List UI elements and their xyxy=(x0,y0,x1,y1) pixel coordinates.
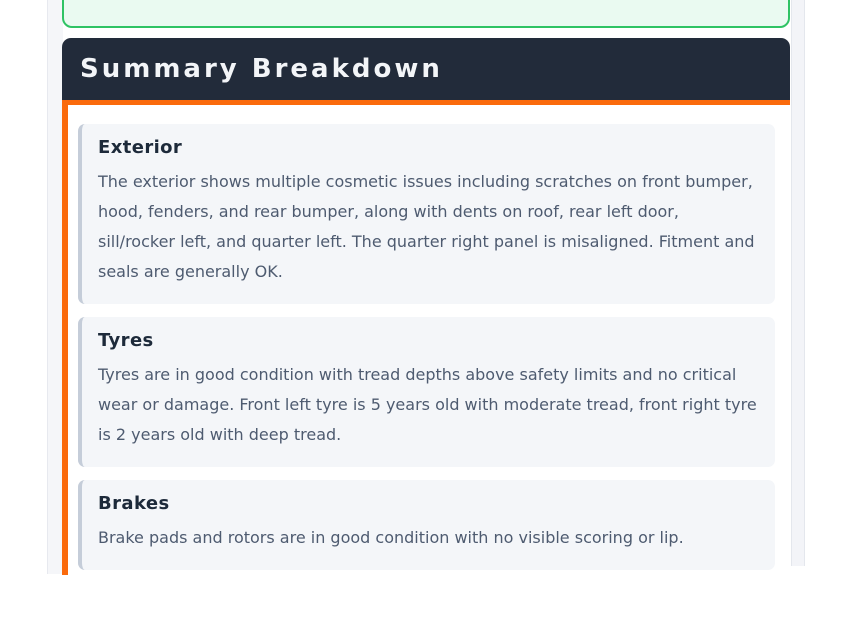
page-edge-left xyxy=(47,0,63,574)
summary-header xyxy=(62,38,790,100)
summary-card-exterior xyxy=(78,124,775,304)
scrollbar[interactable] xyxy=(791,0,805,566)
card-heading: Tyres xyxy=(98,330,154,351)
card-heading: Exterior xyxy=(98,137,183,158)
summary-card-brakes xyxy=(78,480,775,570)
card-body-text: Brake pads and rotors are in good condition with no visible scoring or lip. xyxy=(98,528,684,547)
summary-breakdown-section xyxy=(62,38,790,575)
summary-body xyxy=(62,100,790,575)
card-body-text: Tyres are in good condition with tread depths above safety limits and no critical wear or damage. Front left tyre is 5 years old with moderate tread, front right tyre is 2 years old with deep tread. xyxy=(98,365,757,444)
summary-card-tyres xyxy=(78,317,775,467)
card-heading: Brakes xyxy=(98,493,170,514)
previous-section-card xyxy=(62,0,790,28)
section-title: Summary Breakdown xyxy=(80,54,443,84)
card-body-text: The exterior shows multiple cosmetic issues including scratches on front bumper, hood, fenders, and rear bumper, along with dents on roof, rear left door, sill/rocker left, and quarter left. The quarter right panel is misaligned. Fitment and seals are generally OK. xyxy=(98,172,755,281)
